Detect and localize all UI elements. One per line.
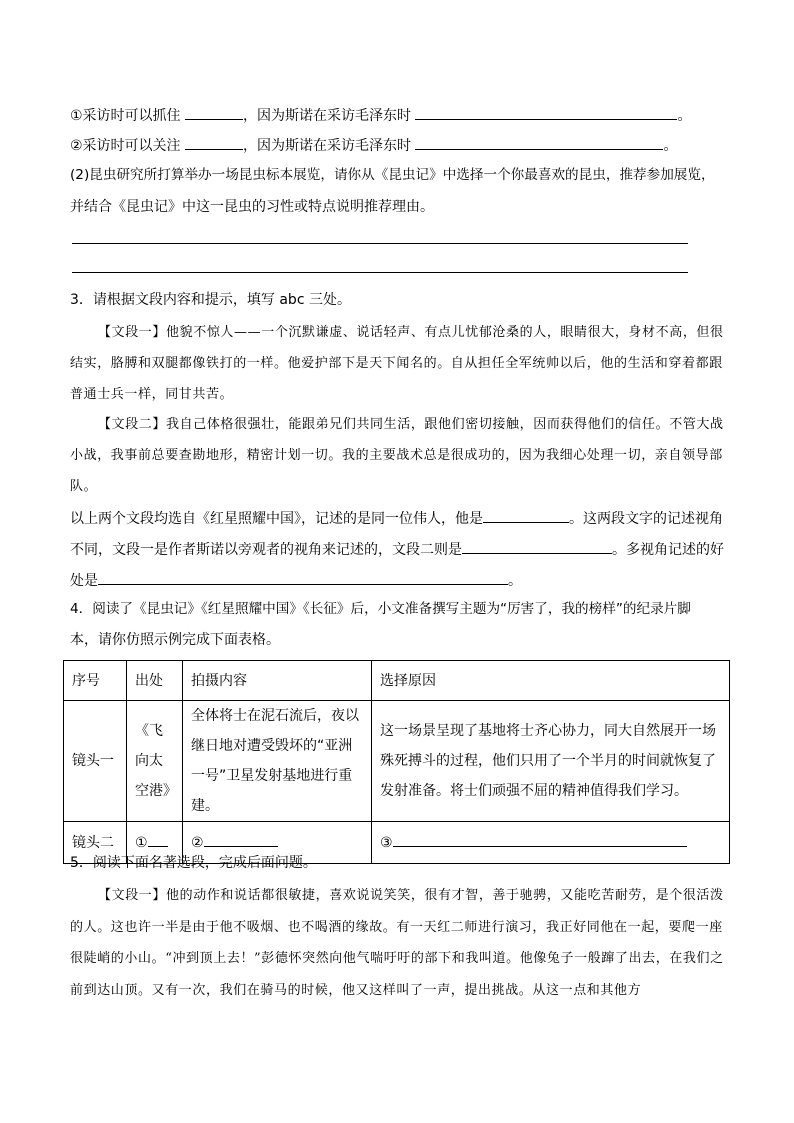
answer-line-2[interactable]	[72, 272, 688, 273]
row1-id: 镜头一	[64, 701, 127, 822]
passage-2-label: 【文段二】	[98, 417, 167, 432]
passage-5-label: 【文段一】	[98, 888, 167, 903]
s3-text-c: 。多视角记述的好处是	[70, 542, 724, 589]
documentary-table	[63, 660, 730, 864]
s3-blank-a[interactable]	[483, 507, 569, 523]
s3-blank-b[interactable]	[462, 538, 612, 554]
header-id: 序号	[64, 661, 127, 701]
q1-text-b: ，因为斯诺在采访毛泽东时	[243, 108, 412, 124]
passage-2-text: 我自己体格很强壮，能跟弟兄们共同生活，跟他们密切接触，因而获得他们的信任。不管大战小战，我事前总要查勘地形，精密计划一切。我的主要战术总是很成功的，因为我细心处理一切，亲自领导部队。	[70, 417, 724, 494]
section3-passage-1	[70, 317, 730, 410]
row1-source: 《飞向太空港》	[127, 701, 183, 822]
q1-text-c: 。	[677, 108, 692, 124]
row2-blank-2[interactable]	[204, 831, 278, 847]
q2-text-b: ，因为斯诺在采访毛泽东时	[243, 138, 412, 154]
section3-passage-2	[70, 409, 730, 502]
row1-reason: 这一场景呈现了基地将士齐心协力，同大自然展开一场殊死搏斗的过程，他们只用了一个半月的时间就恢复了发射准备。将士们顽强不屈的精神值得我们学习。	[372, 701, 730, 822]
section5-passage	[70, 880, 730, 1006]
row2-cell-3[interactable]	[372, 822, 730, 864]
q1-blank-2[interactable]	[415, 104, 677, 120]
row2-marker-2: ②	[191, 834, 204, 851]
passage-5-text: 他的动作和说话都很敏捷，喜欢说说笑笑，很有才智，善于驰骋，又能吃苦耐劳，是个很活泼的人。这也许一半是由于他不吸烟、也不喝酒的缘故。有一天红二师进行演习，我正好同他在一起，要爬一座很陡峭的小山。“冲到顶上去！”彭德怀突然向他气喘吁吁的部下和我叫道。他像兔子一般蹿了出去，在我们之前到达山顶。又有一次，我们在骑马的时候，他又这样叫了一声，提出挑战。从这一点和其他方	[70, 888, 724, 998]
answer-line-1[interactable]	[72, 243, 688, 244]
header-content: 拍摄内容	[183, 661, 372, 701]
q2-text-a: ②采访时可以关注	[70, 138, 181, 154]
q2-blank-2[interactable]	[415, 134, 663, 150]
table-row	[64, 701, 730, 822]
passage-1-label: 【文段一】	[98, 325, 167, 340]
p2-line-2: 并结合《昆虫记》中这一昆虫的习性或特点说明推荐理由。	[70, 199, 434, 215]
header-source: 出处	[127, 661, 183, 701]
row2-blank-1[interactable]	[148, 831, 168, 847]
row2-blank-3[interactable]	[393, 831, 687, 847]
q1-line	[70, 104, 691, 126]
row1-content: 全体将士在泥石流后，夜以继日地对遭受毁坏的“亚洲一号”卫星发射基地进行重建。	[183, 701, 372, 822]
table-header-row	[64, 661, 730, 701]
section3-question	[70, 504, 734, 597]
s3-text-b: 。这两段文字的记述视角不同，文段一是作者斯诺以旁观者的视角来记述的，文段二则是	[70, 511, 723, 558]
header-reason: 选择原因	[372, 661, 730, 701]
passage-1-text: 他貌不惊人——一个沉默谦虚、说话轻声、有点儿忧郁沧桑的人，眼睛很大，身材不高，但很结实，胳膊和双腿都像铁打的一样。他爱护部下是天下闻名的。自从担任全军统帅以后，他的生活和穿着都跟普通士兵一样，同甘共苦。	[70, 325, 724, 402]
section4-title-1: 4．阅读了《昆虫记》《红星照耀中国》《长征》后，小文准备撰写主题为“厉害了，我的榜样”的纪录片脚	[70, 601, 691, 617]
q2-line	[70, 134, 677, 156]
q1-blank-1[interactable]	[185, 104, 243, 120]
row2-marker-3: ③	[380, 834, 393, 851]
s3-blank-c[interactable]	[98, 569, 508, 585]
section3-title: 3．请根据文段内容和提示，填写 abc 三处。	[70, 292, 351, 308]
q2-text-c: 。	[663, 138, 678, 154]
section4-title-2: 本，请你仿照示例完成下面表格。	[70, 632, 280, 648]
q1-text-a: ①采访时可以抓住	[70, 108, 181, 124]
p2-line-1: (2)昆虫研究所打算举办一场昆虫标本展览，请你从《昆虫记》中选择一个你最喜欢的昆虫，推荐参加展览，	[70, 167, 715, 183]
s3-text-d: 。	[508, 573, 522, 589]
section5-title: 5．阅读下面名著选段，完成后面问题。	[70, 855, 317, 871]
q2-blank-1[interactable]	[185, 134, 243, 150]
s3-text-a: 以上两个文段均选自《红星照耀中国》，记述的是同一位伟人，他是	[70, 511, 483, 527]
row2-id: 镜头二	[64, 822, 127, 864]
row2-marker-1: ①	[135, 834, 148, 851]
